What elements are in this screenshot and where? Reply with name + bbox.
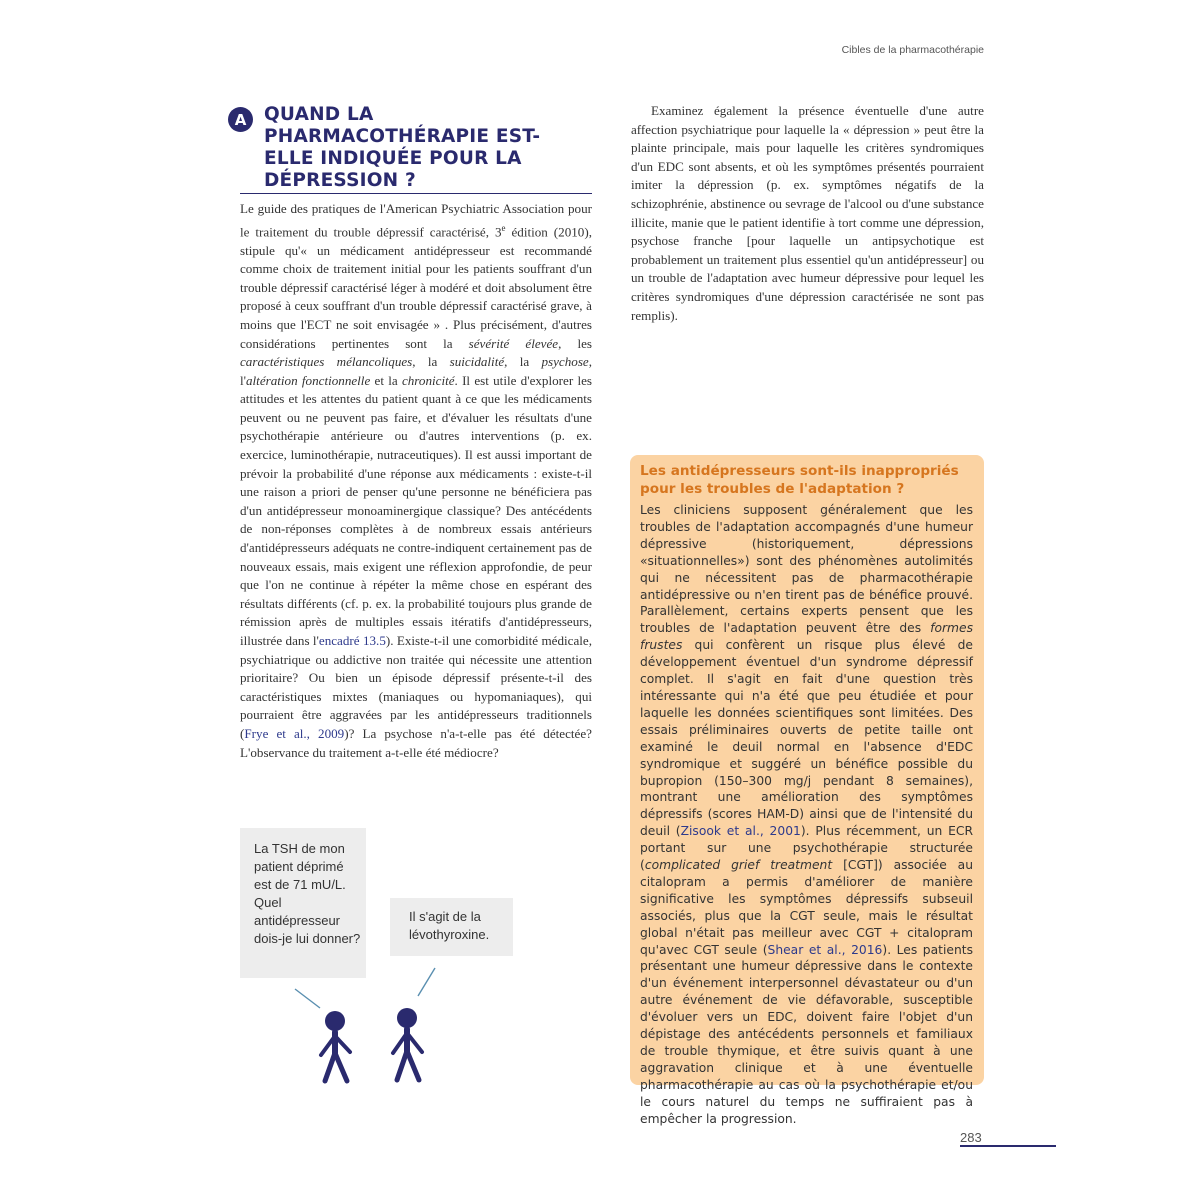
- section-badge: A: [228, 107, 253, 132]
- text-run: , la: [504, 354, 542, 370]
- sidebar-box: [630, 455, 984, 1126]
- emphasis: formes frustes: [640, 621, 973, 653]
- citation-link[interactable]: Shear et al., 2016: [767, 942, 883, 957]
- text-run: , la: [412, 354, 450, 370]
- citation-link[interactable]: Zisook et al., 2001: [680, 824, 801, 839]
- text-run: qui confèrent un risque plus élevé de développement éventuel d'un syndrome dépressif complet. Il s'agit en fait d'une question très intéressante qui n'a été que peu étudiée et pour laquelle les données scientifiques sont limitées. Des essais préliminaires ouverts de petite taille ont examiné le deuil normal en l'absence d'EDC syndromique et suggéré un bénéfice possible du bupropion (150–300 mg/j pendant 8 semaines), montrant une amélioration des symptômes dépressifs (scores HAM-D) ainsi que de l'intensité du deuil (: [640, 638, 973, 839]
- emphasis: altération fonctionnelle: [246, 372, 371, 388]
- text-run: , les: [558, 335, 593, 351]
- emphasis: psychose: [541, 354, 589, 370]
- emphasis: complicated grief treatment: [644, 858, 833, 873]
- emphasis: suicidalité: [449, 354, 505, 370]
- stick-figure-right: [393, 1008, 422, 1080]
- stick-figure-left: [321, 1011, 350, 1081]
- box-body: [640, 502, 973, 1128]
- speech-bubble-answer: [390, 898, 513, 956]
- left-paragraph: [240, 200, 592, 762]
- bubble-text: Il s'agit de la lévothyroxine.: [409, 909, 490, 942]
- right-paragraph: Examinez également la présence éventuelle d'une autre affection psychiatrique pour laquelle la « dépression » peut être la plainte principale, mais pour laquelle les critères syndromiques d'un EDC sont absents, et où les symptômes présentés pourraient imiter la dépression (p. ex. symptômes négatifs de la schizophrénie, abstinence ou sevrage de l'alcool ou d'une substance illicite, manie que le patient identifie à tort comme une dépression, psychose franche [pour laquelle un antipsychotique est probablement un traitement plus essentiel qu'un antidépresseur] ou un trouble de l'adaptation avec humeur dépressive pour lequel les critères syndromiques d'une dépression caractérisée ne sont pas remplis).: [631, 103, 984, 323]
- emphasis: sévérité élevée: [468, 335, 559, 351]
- text-run: [CGT]) associée au citalopram a permis d'améliorer de manière significative les symptômes dépressifs subseuil associés, plus que la CGT seule, mais le résultat global n'était pas meilleur avec CGT + citalopram qu'avec CGT seule (: [640, 858, 973, 957]
- section-rule: [240, 193, 592, 194]
- speech-bubble-question: [240, 828, 366, 978]
- text-run: Le guide des pratiques de l'American Psychiatric Association pour le traitement du trouble dépressif caractérisé, 3: [240, 201, 592, 239]
- superscript: e: [501, 222, 506, 233]
- text-run: , l': [240, 354, 593, 388]
- right-column: [631, 102, 984, 325]
- box-title: Les antidépresseurs sont-ils inappropriés pour les troubles de l'adaptation ?: [640, 463, 959, 497]
- section-title: QUAND LA PHARMACOTHÉRAPIE EST-ELLE INDIQUÉE POUR LA DÉPRESSION ?: [264, 104, 541, 191]
- box-reference-link[interactable]: encadré 13.5: [318, 633, 386, 649]
- text-run: édition (2010), stipule qu'« un médicament antidépresseur est recommandé comme choix de traitement initial pour les patients souffrant d'un trouble dépressif caractérisé léger à modéré et doit absolument être proposé à ceux souffrant d'un trouble dépressif caractérisé grave, à moins que l'ECT ne soit envisagée » . Plus précisément, d'autres considérations pertinentes sont la: [240, 223, 592, 351]
- page-number-rule: [960, 1145, 1056, 1147]
- text-run: Les cliniciens supposent généralement que les troubles de l'adaptation accompagnés d'une humeur dépressive (historiquement, dépressions «situationnelles») sont des phénomènes autolimités qui ne nécessitent pas de pharmacothérapie antidépressive ou n'en tirent pas de bénéfice prouvé. Parallèlement, certains experts pensent que les troubles de l'adaptation peuvent être des: [640, 503, 973, 636]
- left-column: [240, 200, 592, 762]
- running-header: Cibles de la pharmacothérapie: [841, 44, 984, 56]
- bubble-text: La TSH de mon patient déprimé est de 71 mU/L. Quel antidépresseur dois-je lui donner?: [254, 841, 361, 946]
- text-run: ). Les patients présentant une humeur dépressive dans le contexte d'un événement interpersonnel dévastateur ou d'un autre événement de vie défavorable, susceptible d'évoluer vers un EDC, doivent faire l'objet d'un dépistage des antécédents personnels et familiaux de trouble thymique, et être suivis quant à une aggravation clinique et à une éventuelle pharmacothérapie au cas où la psychothérapie et/ou le cours naturel du temps ne suffiraient pas à empêcher la progression.: [640, 942, 973, 1126]
- emphasis: caractéristiques mélancoliques: [240, 354, 413, 370]
- bubble-pointer: [295, 989, 320, 1008]
- page-number: 283: [960, 1130, 982, 1145]
- text-run: . Il est utile d'explorer les attitudes et les attentes du patient quant à ce que les médicaments peuvent ou ne peuvent pas faire, et d'évaluer les résultats d'une psychothérapie antérieure ou d'autres interventions (p. ex. exercice, luminothérapie, nutraceutiques). Il est aussi important de prévoir la probabilité d'une réponse aux médicaments : existe-t-il une raison a priori de penser qu'une personne ne bénéficiera pas d'un antidépresseur monoaminergique classique? Des antécédents de non-réponses complètes à de nombreux essais antérieurs d'antidépresseurs adéquats ne contre-indiquent certainement pas de nouveaux essais, mais exigent une réflexion approfondie, de peur que l'on ne continue à répéter la même chose en espérant des résultats différents (cf. p. ex. la probabilité toujours plus grande de rémission après de multiples essais itératifs d'antidépresseurs, illustrée dans l': [240, 372, 592, 649]
- text-run: et la: [370, 372, 402, 388]
- text-run: ). Existe-t-il une comorbidité médicale, psychiatrique ou addictive non traitée qui nécessite une attention prioritaire? Ou bien un épisode dépressif présente-t-il des caractéristiques mixtes (maniaques ou hypomaniaques), qui pourraient être aggravées par les antidépresseurs traditionnels (: [240, 633, 592, 741]
- text-run: )? La psychose n'a-t-elle pas été détectée? L'observance du traitement a-t-elle été médiocre?: [240, 725, 592, 760]
- stick-figures-illustration: [285, 960, 445, 1090]
- citation-link[interactable]: Frye et al., 2009: [244, 725, 345, 741]
- bubble-pointer: [418, 968, 435, 996]
- text-run: ). Plus récemment, un ECR portant sur une psychothérapie structurée (: [640, 824, 973, 873]
- emphasis: chronicité: [401, 372, 455, 388]
